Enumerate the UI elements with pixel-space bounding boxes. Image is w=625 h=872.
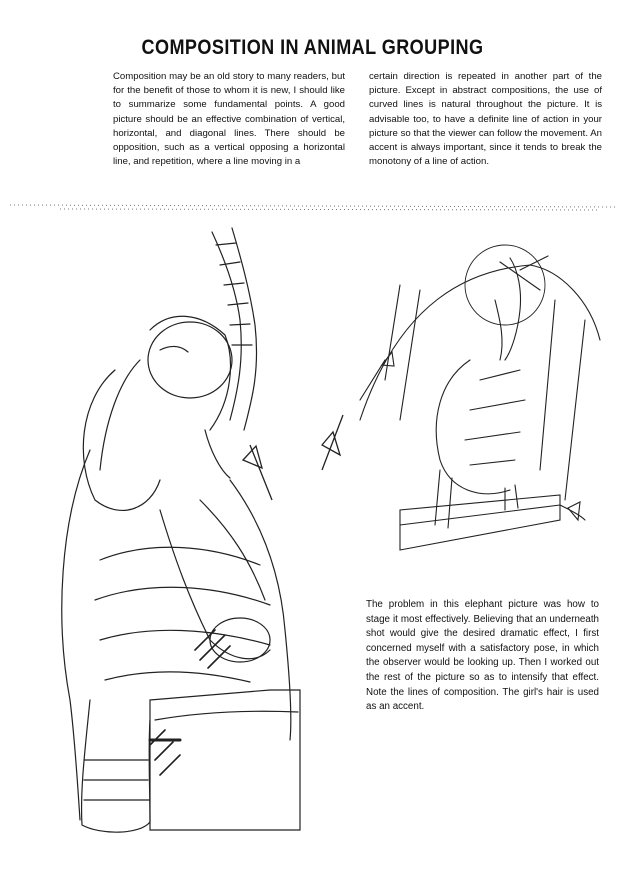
small-elephant-with-rider-sketch [360, 245, 600, 550]
page-title: COMPOSITION IN ANIMAL GROUPING [141, 36, 484, 59]
intro-paragraph-right: certain direction is repeated in another part of the picture. Except in abstract compositions, the use of curved lines is natural throughout the picture. It is advisable too, to have a definite line of action in your picture so that the viewer can follow the movement. An accent is always important, since it tends to break the monotony of a line of action. [369, 71, 602, 168]
large-elephant-sketch [62, 228, 300, 832]
dotted-separator [10, 205, 615, 210]
intro-paragraph-left: Composition may be an old story to many readers, but for the benefit of those to whom it is new, I should like to summarize some fundamental points. A good picture should be an effective combination of vertical, horizontal, and diagonal lines. There should be opposition, such as a vertical opposing a horizontal line, and repetition, where a line moving in a [113, 71, 345, 168]
composition-arrow-markers [243, 415, 343, 500]
illustration-caption: The problem in this elephant picture was how to stage it most effectively. Believing that an underneath shot would give the desired dramatic effect, I first concerned myself with a satisfactory pose, in which the observer would be looking up. Then I worked out the rest of the picture so as to intensify that effect. Note the lines of composition. The girl's hair is used as an accent. [366, 599, 599, 713]
